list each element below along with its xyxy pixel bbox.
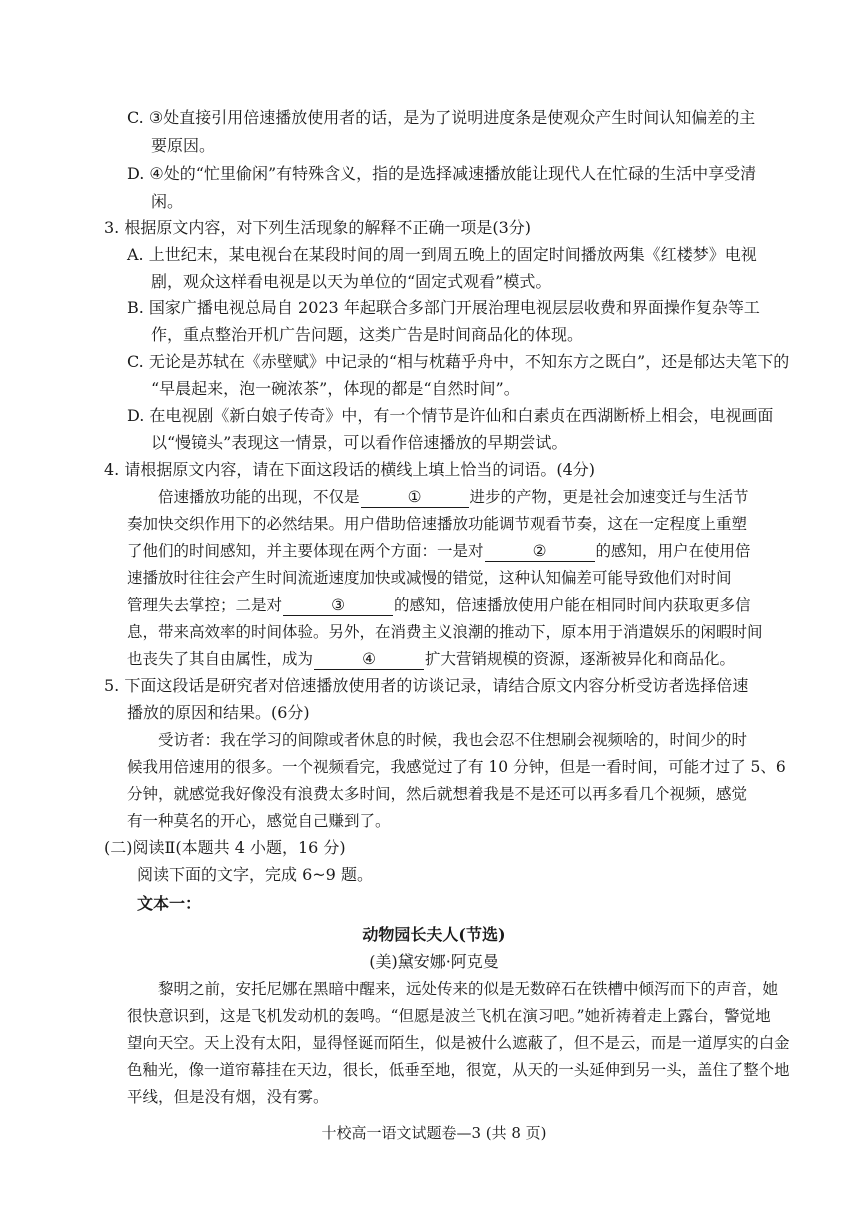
fill-blank-4[interactable]: ④	[314, 649, 424, 670]
q3-option-b-line2: 作，重点整治开机广告问题，这类广告是时间商品化的体现。	[151, 325, 584, 344]
q5-interview-line4: 有一种莫名的开心，感觉自己赚到了。	[127, 812, 391, 830]
passage-line1: 黎明之前，安托尼娜在黑暗中醒来，远处传来的似是无数碎石在铁槽中倾泻而下的声音，她	[158, 980, 779, 998]
q2-option-d-line2: 闲。	[151, 192, 184, 211]
passage-line4: 色釉光，像一道帘幕挂在天边，很长，低垂至地，很宽，从天的一头延伸到另一头，盖住了整个地	[127, 1061, 790, 1079]
fill-blank-3[interactable]: ③	[283, 595, 393, 616]
q4-passage-line1	[158, 486, 749, 508]
q3-option-a-line1: A. 上世纪末，某电视台在某段时间的周一到周五晚上的固定时间播放两集《红楼梦》电视	[127, 245, 757, 264]
q5-interview-line2: 候我用倍速用的很多。一个视频看完，我感觉过了有 10 分钟，但是一看时间，可能才过了 5、6	[127, 758, 786, 776]
passage-line5: 平线，但是没有烟，没有雾。	[127, 1088, 329, 1106]
q4-text-7a: 也丧失了其自由属性，成为	[127, 650, 314, 668]
q4-text-1b: 进步的产物，更是社会加速变迁与生活节	[469, 488, 749, 506]
passage-line3: 望向天空。天上没有太阳，显得怪诞而陌生，似是被什么遮蔽了，但不是云，而是一道厚实的白金	[127, 1034, 790, 1052]
q4-text-1a: 倍速播放功能的出现，不仅是	[158, 488, 360, 506]
passage-author: (美)黛安娜·阿克曼	[369, 952, 499, 971]
q2-option-c-line2: 要原因。	[151, 136, 216, 155]
q3-option-d-line1: D. 在电视剧《新白娘子传奇》中，有一个情节是许仙和白素贞在西湖断桥上相会，电视画面	[127, 406, 774, 425]
q3-option-c-line2: “早晨起来，泡一碗浓茶”，体现的都是“自然时间”。	[151, 379, 520, 398]
q5-stem-line1: 5. 下面这段话是研究者对倍速播放使用者的访谈记录，请结合原文内容分析受访者选择倍速	[104, 676, 749, 695]
q4-stem: 4. 请根据原文内容，请在下面这段话的横线上填上恰当的词语。(4分)	[104, 460, 596, 479]
q3-option-b-line1: B. 国家广播电视总局自 2023 年起联合多部门开展治理电视层层收费和界面操作复杂等工	[127, 298, 760, 317]
text-label: 文本一：	[137, 894, 202, 913]
q2-option-c-line1: C. ③处直接引用倍速播放使用者的话，是为了说明进度条是使观众产生时间认知偏差的主	[127, 108, 756, 127]
q4-text-7b: 扩大营销规模的资源，逐渐被异化和商品化。	[425, 650, 736, 668]
page-footer: 十校高一语文试题卷—3 (共 8 页)	[321, 1124, 547, 1142]
fill-blank-2[interactable]: ②	[485, 541, 595, 562]
q4-passage-line4: 速播放时往往会产生时间流逝速度加快或减慢的错觉，这种认知偏差可能导致他们对时间	[127, 569, 732, 587]
q4-passage-line3	[127, 540, 751, 562]
q4-text-3b: 的感知，用户在使用倍	[595, 542, 751, 560]
q3-option-c-line1: C. 无论是苏轼在《赤壁赋》中记录的“相与枕藉乎舟中，不知东方之既白”，还是郁达夫笔下的	[127, 352, 790, 371]
q5-interview-line1: 受访者：我在学习的间隙或者休息的时候，我也会忍不住想刷会视频啥的，时间少的时	[158, 731, 748, 749]
q4-passage-line5	[127, 594, 751, 616]
q4-text-5b: 的感知，倍速播放使用户能在相同时间内获取更多信	[394, 596, 751, 614]
section-instruction: 阅读下面的文字，完成 6~9 题。	[137, 865, 373, 884]
q4-passage-line6: 息，带来高效率的时间体验。另外，在消费主义浪潮的推动下，原本用于消遣娱乐的闲暇时间	[127, 623, 763, 641]
q3-option-d-line2: 以“慢镜头”表现这一情景，可以看作倍速播放的早期尝试。	[151, 433, 568, 452]
q5-interview-line3: 分钟，就感觉我好像没有浪费太多时间，然后就想着我是不是还可以再多看几个视频，感觉	[127, 785, 748, 803]
q2-option-d-line1: D. ④处的“忙里偷闲”有特殊含义，指的是选择减速播放能让现代人在忙碌的生活中享受清	[127, 164, 757, 183]
q4-text-5a: 管理失去掌控；二是对	[127, 596, 283, 614]
q4-text-3a: 了他们的时间感知，并主要体现在两个方面：一是对	[127, 542, 484, 560]
fill-blank-1[interactable]: ①	[361, 487, 469, 508]
q3-stem: 3. 根据原文内容，对下列生活现象的解释不正确一项是(3分)	[104, 218, 532, 237]
q3-option-a-line2: 剧，观众这样看电视是以天为单位的“固定式观看”模式。	[151, 272, 552, 291]
q4-passage-line7	[127, 648, 735, 670]
passage-line2: 很快意识到，这是飞机发动机的轰鸣。“但愿是波兰飞机在演习吧。”她祈祷着走上露台，警觉地	[127, 1007, 771, 1025]
q4-passage-line2: 奏加快交织作用下的必然结果。用户借助倍速播放功能调节观看节奏，这在一定程度上重塑	[127, 515, 748, 533]
passage-title: 动物园长夫人(节选)	[362, 925, 506, 944]
q5-stem-line2: 播放的原因和结果。(6分)	[127, 703, 310, 722]
section-heading: (二)阅读Ⅱ(本题共 4 小题，16 分)	[104, 838, 346, 857]
